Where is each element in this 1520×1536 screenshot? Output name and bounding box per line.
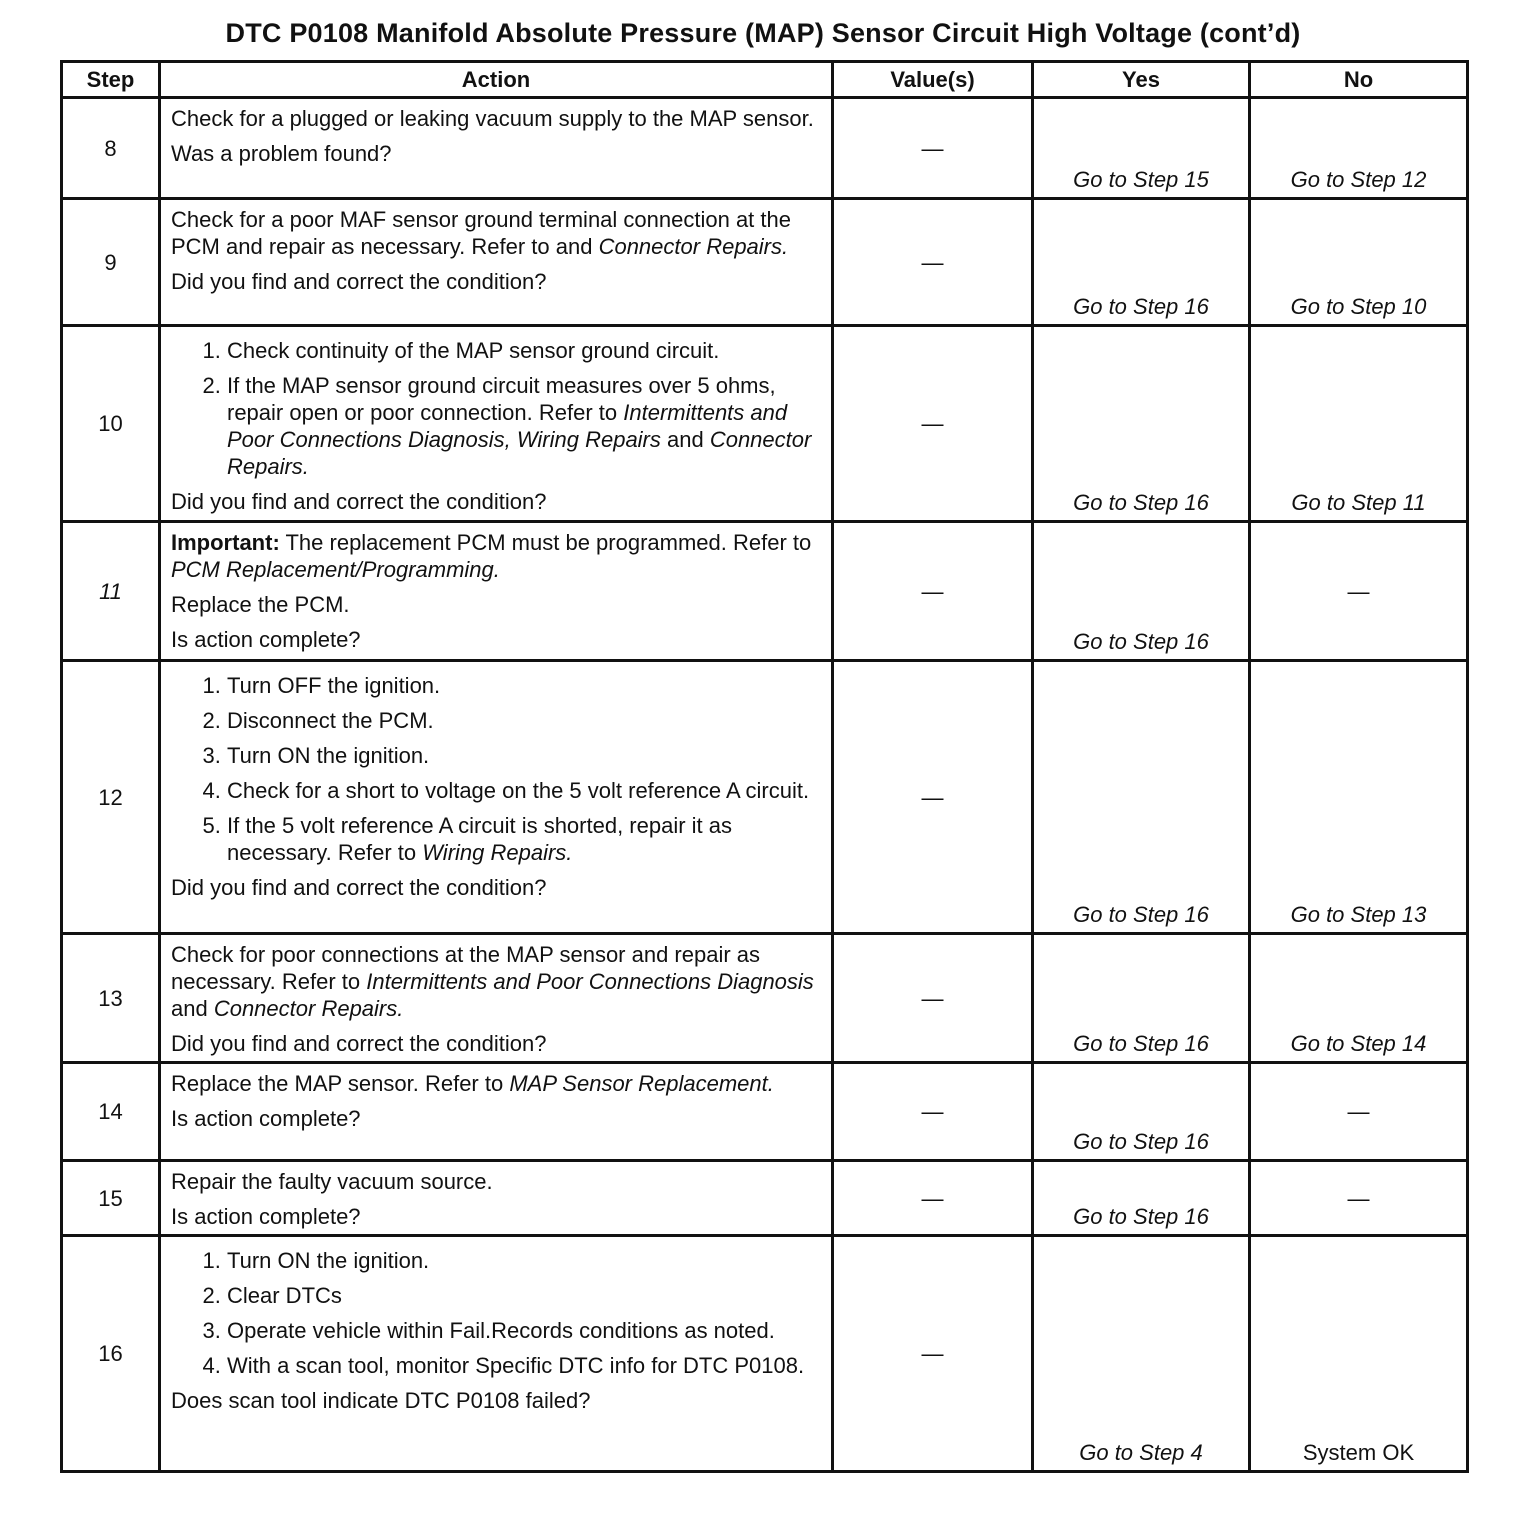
table-row bbox=[62, 1063, 1468, 1161]
table-row bbox=[62, 522, 1468, 661]
action-text-plain: and bbox=[171, 996, 214, 1021]
no-cell: Go to Step 13 bbox=[1250, 661, 1468, 934]
no-cell: Go to Step 11 bbox=[1250, 326, 1468, 522]
step-number: 16 bbox=[62, 1236, 160, 1472]
action-text bbox=[171, 206, 821, 260]
action-text: Repair the faulty vacuum source. bbox=[171, 1169, 493, 1194]
step-number: 9 bbox=[62, 199, 160, 326]
value-cell: — bbox=[833, 934, 1033, 1063]
value-cell: — bbox=[833, 522, 1033, 661]
header-yes: Yes bbox=[1033, 62, 1250, 98]
action-text-plain: Check for poor connections at the MAP sensor and repair as necessary. Refer to bbox=[171, 942, 761, 994]
no-cell: — bbox=[1250, 522, 1468, 661]
action-reference: MAP Sensor Replacement. bbox=[509, 1071, 774, 1096]
action-cell bbox=[160, 661, 833, 934]
yes-cell: Go to Step 16 bbox=[1033, 1063, 1250, 1161]
header-action: Action bbox=[160, 62, 833, 98]
action-step-text: If the 5 volt reference A circuit is shorted, repair it as necessary. Refer to bbox=[227, 813, 733, 865]
action-cell bbox=[160, 522, 833, 661]
action-question: Did you find and correct the condition? bbox=[171, 489, 547, 514]
important-text: The replacement PCM must be programmed. Refer to bbox=[279, 530, 812, 555]
action-step-text: and bbox=[660, 427, 710, 452]
action-step-item: 1. Check continuity of the MAP sensor ground circuit. bbox=[227, 337, 821, 364]
action-question: Is action complete? bbox=[171, 627, 361, 652]
action-text: Replace the PCM. bbox=[171, 592, 350, 617]
action-text-plain: Replace the MAP sensor. Refer to bbox=[171, 1071, 510, 1096]
action-step-item bbox=[227, 812, 821, 866]
action-reference: Intermittents and Poor Connections Diagnosis bbox=[366, 969, 814, 994]
action-text-plain: Check for a poor MAF sensor ground terminal connection at the PCM and repair as necessary. Refer to and bbox=[171, 207, 791, 259]
table-row bbox=[62, 1161, 1468, 1236]
table-row bbox=[62, 199, 1468, 326]
no-cell: Go to Step 12 bbox=[1250, 98, 1468, 199]
yes-cell: Go to Step 15 bbox=[1033, 98, 1250, 199]
table-row bbox=[62, 661, 1468, 934]
action-step-item: 1. Turn ON the ignition. bbox=[227, 1247, 821, 1274]
no-cell: System OK bbox=[1250, 1236, 1468, 1472]
step-number: 13 bbox=[62, 934, 160, 1063]
action-reference: Intermittents and Poor Connections Diagnosis, Wiring Repairs bbox=[227, 400, 788, 452]
action-question: Did you find and correct the condition? bbox=[171, 1031, 547, 1056]
header-step: Step bbox=[62, 62, 160, 98]
action-reference: Wiring Repairs. bbox=[422, 840, 573, 865]
action-cell bbox=[160, 1161, 833, 1236]
important-label: Important: bbox=[171, 530, 280, 555]
action-question: Is action complete? bbox=[171, 1204, 361, 1229]
action-step-item: 4. Check for a short to voltage on the 5 volt reference A circuit. bbox=[227, 777, 821, 804]
step-number: 11 bbox=[62, 522, 160, 661]
action-cell bbox=[160, 199, 833, 326]
diagnostic-table bbox=[60, 60, 1469, 1473]
table-row bbox=[62, 326, 1468, 522]
action-steps bbox=[171, 1247, 821, 1379]
yes-cell: Go to Step 16 bbox=[1033, 199, 1250, 326]
action-cell bbox=[160, 1236, 833, 1472]
no-cell: Go to Step 10 bbox=[1250, 199, 1468, 326]
value-cell: — bbox=[833, 1236, 1033, 1472]
value-cell: — bbox=[833, 199, 1033, 326]
step-number: 12 bbox=[62, 661, 160, 934]
yes-cell: Go to Step 16 bbox=[1033, 522, 1250, 661]
action-cell bbox=[160, 98, 833, 199]
action-step-text: If the MAP sensor ground circuit measures over 5 ohms, repair open or poor connection. Refer to bbox=[227, 373, 776, 425]
action-cell bbox=[160, 1063, 833, 1161]
value-cell: — bbox=[833, 1063, 1033, 1161]
no-cell: — bbox=[1250, 1161, 1468, 1236]
value-cell: — bbox=[833, 98, 1033, 199]
action-step-item: 4. With a scan tool, monitor Specific DTC info for DTC P0108. bbox=[227, 1352, 821, 1379]
action-cell bbox=[160, 326, 833, 522]
value-cell: — bbox=[833, 661, 1033, 934]
action-reference: Connector Repairs. bbox=[213, 996, 404, 1021]
value-cell: — bbox=[833, 326, 1033, 522]
action-reference: Connector Repairs. bbox=[598, 234, 789, 259]
yes-cell: Go to Step 16 bbox=[1033, 661, 1250, 934]
action-step-item: 1. Turn OFF the ignition. bbox=[227, 672, 821, 699]
action-text bbox=[171, 1070, 821, 1097]
important-note bbox=[171, 529, 821, 583]
action-step-item: 2. Disconnect the PCM. bbox=[227, 707, 821, 734]
action-steps bbox=[171, 672, 821, 866]
header-no: No bbox=[1250, 62, 1468, 98]
action-step-item: 3. Operate vehicle within Fail.Records conditions as noted. bbox=[227, 1317, 821, 1344]
action-question: Does scan tool indicate DTC P0108 failed? bbox=[171, 1388, 591, 1413]
header-row bbox=[62, 62, 1468, 98]
table-row bbox=[62, 98, 1468, 199]
value-cell: — bbox=[833, 1161, 1033, 1236]
action-question: Did you find and correct the condition? bbox=[171, 875, 547, 900]
yes-cell: Go to Step 4 bbox=[1033, 1236, 1250, 1472]
table-row bbox=[62, 1236, 1468, 1472]
no-cell: Go to Step 14 bbox=[1250, 934, 1468, 1063]
step-number: 15 bbox=[62, 1161, 160, 1236]
action-question: Was a problem found? bbox=[171, 141, 392, 166]
action-steps bbox=[171, 337, 821, 480]
yes-cell: Go to Step 16 bbox=[1033, 934, 1250, 1063]
action-step-item: 3. Turn ON the ignition. bbox=[227, 742, 821, 769]
action-question: Did you find and correct the condition? bbox=[171, 269, 547, 294]
action-cell bbox=[160, 934, 833, 1063]
step-number: 14 bbox=[62, 1063, 160, 1161]
step-number: 10 bbox=[62, 326, 160, 522]
page-title: DTC P0108 Manifold Absolute Pressure (MAP) Sensor Circuit High Voltage (cont’d) bbox=[225, 18, 1301, 48]
action-step-item: 2. Clear DTCs bbox=[227, 1282, 821, 1309]
step-number: 8 bbox=[62, 98, 160, 199]
action-step-item bbox=[227, 372, 821, 480]
action-reference: Connector Repairs. bbox=[227, 427, 812, 479]
no-cell: — bbox=[1250, 1063, 1468, 1161]
yes-cell: Go to Step 16 bbox=[1033, 326, 1250, 522]
action-text: Check for a plugged or leaking vacuum supply to the MAP sensor. bbox=[171, 106, 814, 131]
header-values: Value(s) bbox=[833, 62, 1033, 98]
yes-cell: Go to Step 16 bbox=[1033, 1161, 1250, 1236]
action-text bbox=[171, 941, 821, 1022]
action-question: Is action complete? bbox=[171, 1106, 361, 1131]
table-row bbox=[62, 934, 1468, 1063]
action-reference: PCM Replacement/Programming. bbox=[171, 557, 500, 582]
